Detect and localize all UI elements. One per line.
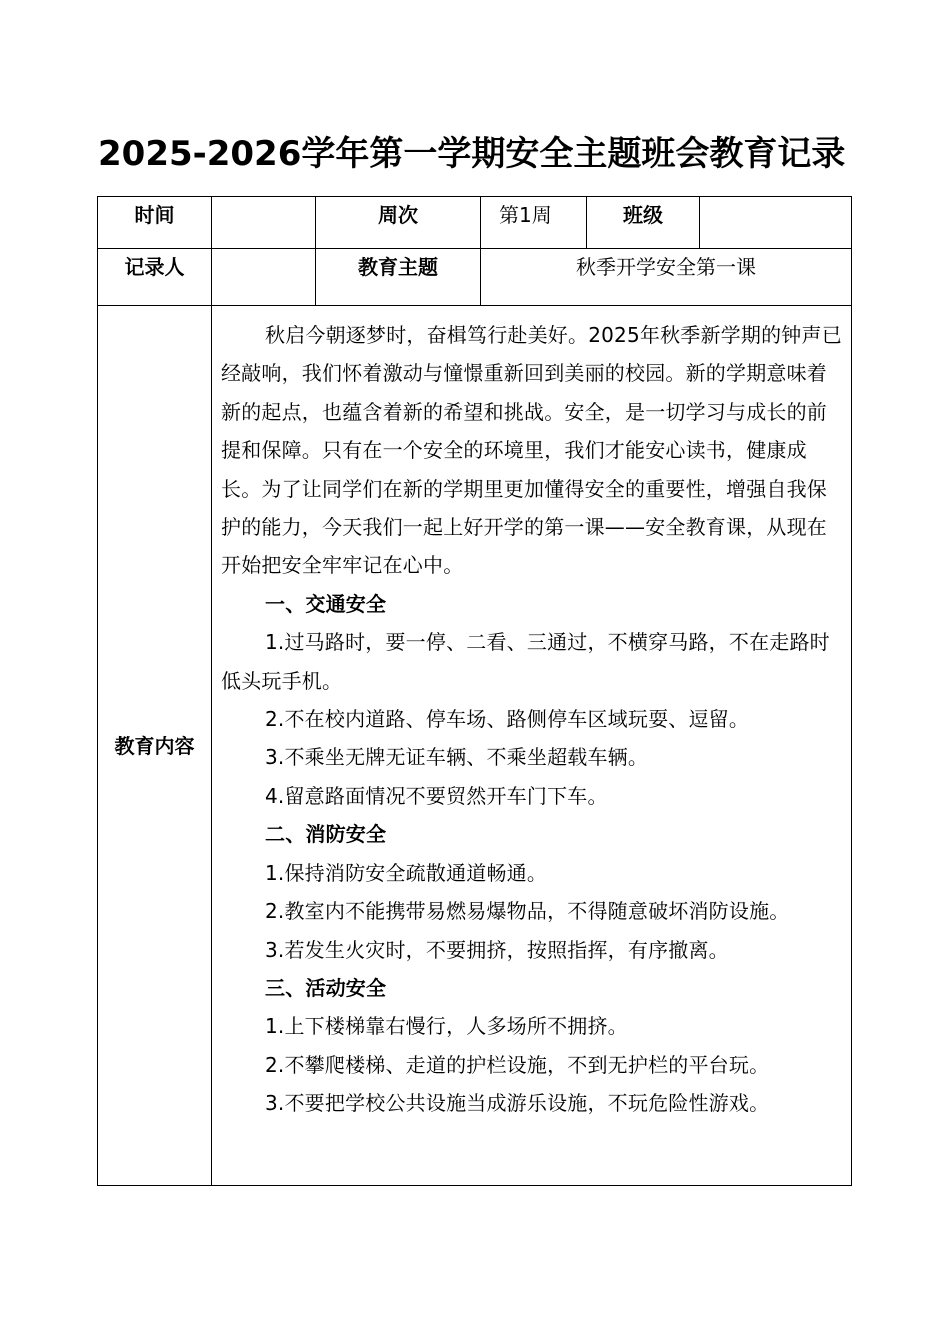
record-table bbox=[97, 196, 852, 1186]
recorder-label: 记录人 bbox=[98, 249, 212, 306]
week-label: 周次 bbox=[316, 197, 481, 249]
document-title: 2025-2026学年第一学期安全主题班会教育记录 bbox=[98, 134, 846, 174]
table-row bbox=[98, 197, 852, 249]
list-item: 4.留意路面情况不要贸然开车门下车。 bbox=[265, 783, 608, 808]
list-item: 3.若发生火灾时，不要拥挤，按照指挥，有序撤离。 bbox=[265, 937, 729, 962]
time-label: 时间 bbox=[98, 197, 212, 249]
list-item: 3.不乘坐无牌无证车辆、不乘坐超载车辆。 bbox=[265, 745, 649, 770]
week-value: 第1周 bbox=[481, 197, 587, 249]
list-item: 3.不要把学校公共设施当成游乐设施，不玩危险性游戏。 bbox=[265, 1091, 770, 1116]
list-item: 2.不攀爬楼梯、走道的护栏设施，不到无护栏的平台玩。 bbox=[265, 1052, 770, 1077]
content-label: 教育内容 bbox=[98, 306, 212, 1186]
list-item: 2.教室内不能携带易燃易爆物品，不得随意破坏消防设施。 bbox=[265, 899, 790, 924]
list-item: 1.过马路时，要一停、二看、三通过，不横穿马路，不在走路时低头玩手机。 bbox=[221, 630, 830, 693]
time-value bbox=[212, 197, 316, 249]
list-item: 1.保持消防安全疏散通道畅通。 bbox=[265, 860, 548, 885]
recorder-value bbox=[212, 249, 316, 306]
section-heading-traffic: 一、交通安全 bbox=[265, 591, 387, 616]
section-heading-fire: 二、消防安全 bbox=[265, 822, 387, 847]
section-heading-activity: 三、活动安全 bbox=[265, 975, 387, 1000]
table-row bbox=[98, 249, 852, 306]
list-item: 2.不在校内道路、停车场、路侧停车区域玩耍、逗留。 bbox=[265, 707, 750, 732]
list-item: 1.上下楼梯靠右慢行，人多场所不拥挤。 bbox=[265, 1014, 628, 1039]
class-value bbox=[700, 197, 852, 249]
topic-label: 教育主题 bbox=[316, 249, 481, 306]
topic-value: 秋季开学安全第一课 bbox=[481, 249, 852, 306]
class-label: 班级 bbox=[587, 197, 700, 249]
intro-paragraph: 秋启今朝逐梦时，奋楫笃行赴美好。2025年秋季新学期的钟声已经敲响，我们怀着激动与憧憬重新回到美丽的校园。新的学期意味着新的起点，也蕴含着新的希望和挑战。安全，是一切学习与成长的前提和保障。只有在一个安全的环境里，我们才能安心读书，健康成长。为了让同学们在新的学期里更加懂得安全的重要性，增强自我保护的能力，今天我们一起上好开学的第一课——安全教育课，从现在开始把安全牢牢记在心中。 bbox=[221, 323, 842, 578]
content-cell bbox=[212, 306, 852, 1186]
table-row bbox=[98, 306, 852, 1186]
